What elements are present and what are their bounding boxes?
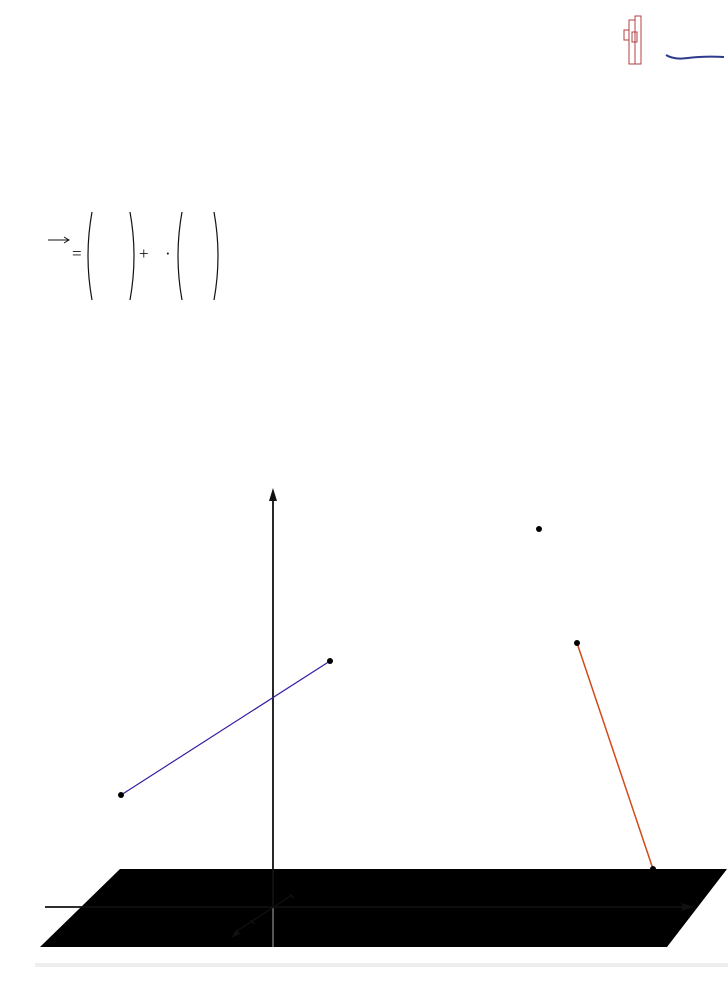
divider bbox=[35, 963, 728, 967]
point-marker bbox=[536, 526, 542, 532]
equals-sign: = bbox=[72, 244, 82, 263]
3d-coordinate-diagram bbox=[0, 440, 728, 990]
point-marker bbox=[118, 792, 124, 798]
point-marker bbox=[574, 640, 580, 646]
bracket-left bbox=[178, 212, 182, 300]
segment-dc bbox=[577, 643, 653, 869]
plane-fill bbox=[40, 869, 727, 947]
arrow-up-icon bbox=[269, 488, 277, 501]
point-b bbox=[327, 658, 333, 664]
logo-swoosh bbox=[666, 55, 724, 59]
line-equation-formula bbox=[46, 208, 236, 304]
point-a bbox=[118, 792, 124, 798]
bracket-left bbox=[88, 212, 92, 300]
building-icon bbox=[624, 16, 641, 64]
line-g1 bbox=[48, 455, 657, 838]
point-c bbox=[650, 866, 656, 872]
point-d bbox=[574, 640, 580, 646]
point-marker bbox=[327, 658, 333, 664]
bracket-right bbox=[214, 212, 218, 300]
dot-operator: · bbox=[165, 244, 171, 263]
intro-paragraph bbox=[46, 119, 726, 173]
bracket-right bbox=[130, 212, 134, 300]
x1-x2-plane bbox=[40, 869, 727, 947]
segment-ab bbox=[121, 661, 330, 795]
plus-sign: + bbox=[139, 244, 149, 263]
conclusion-paragraph bbox=[46, 393, 726, 420]
point-s bbox=[536, 526, 542, 532]
explanation-paragraph bbox=[46, 323, 726, 350]
point-marker bbox=[650, 866, 656, 872]
bbs-bingen-logo bbox=[612, 6, 724, 68]
